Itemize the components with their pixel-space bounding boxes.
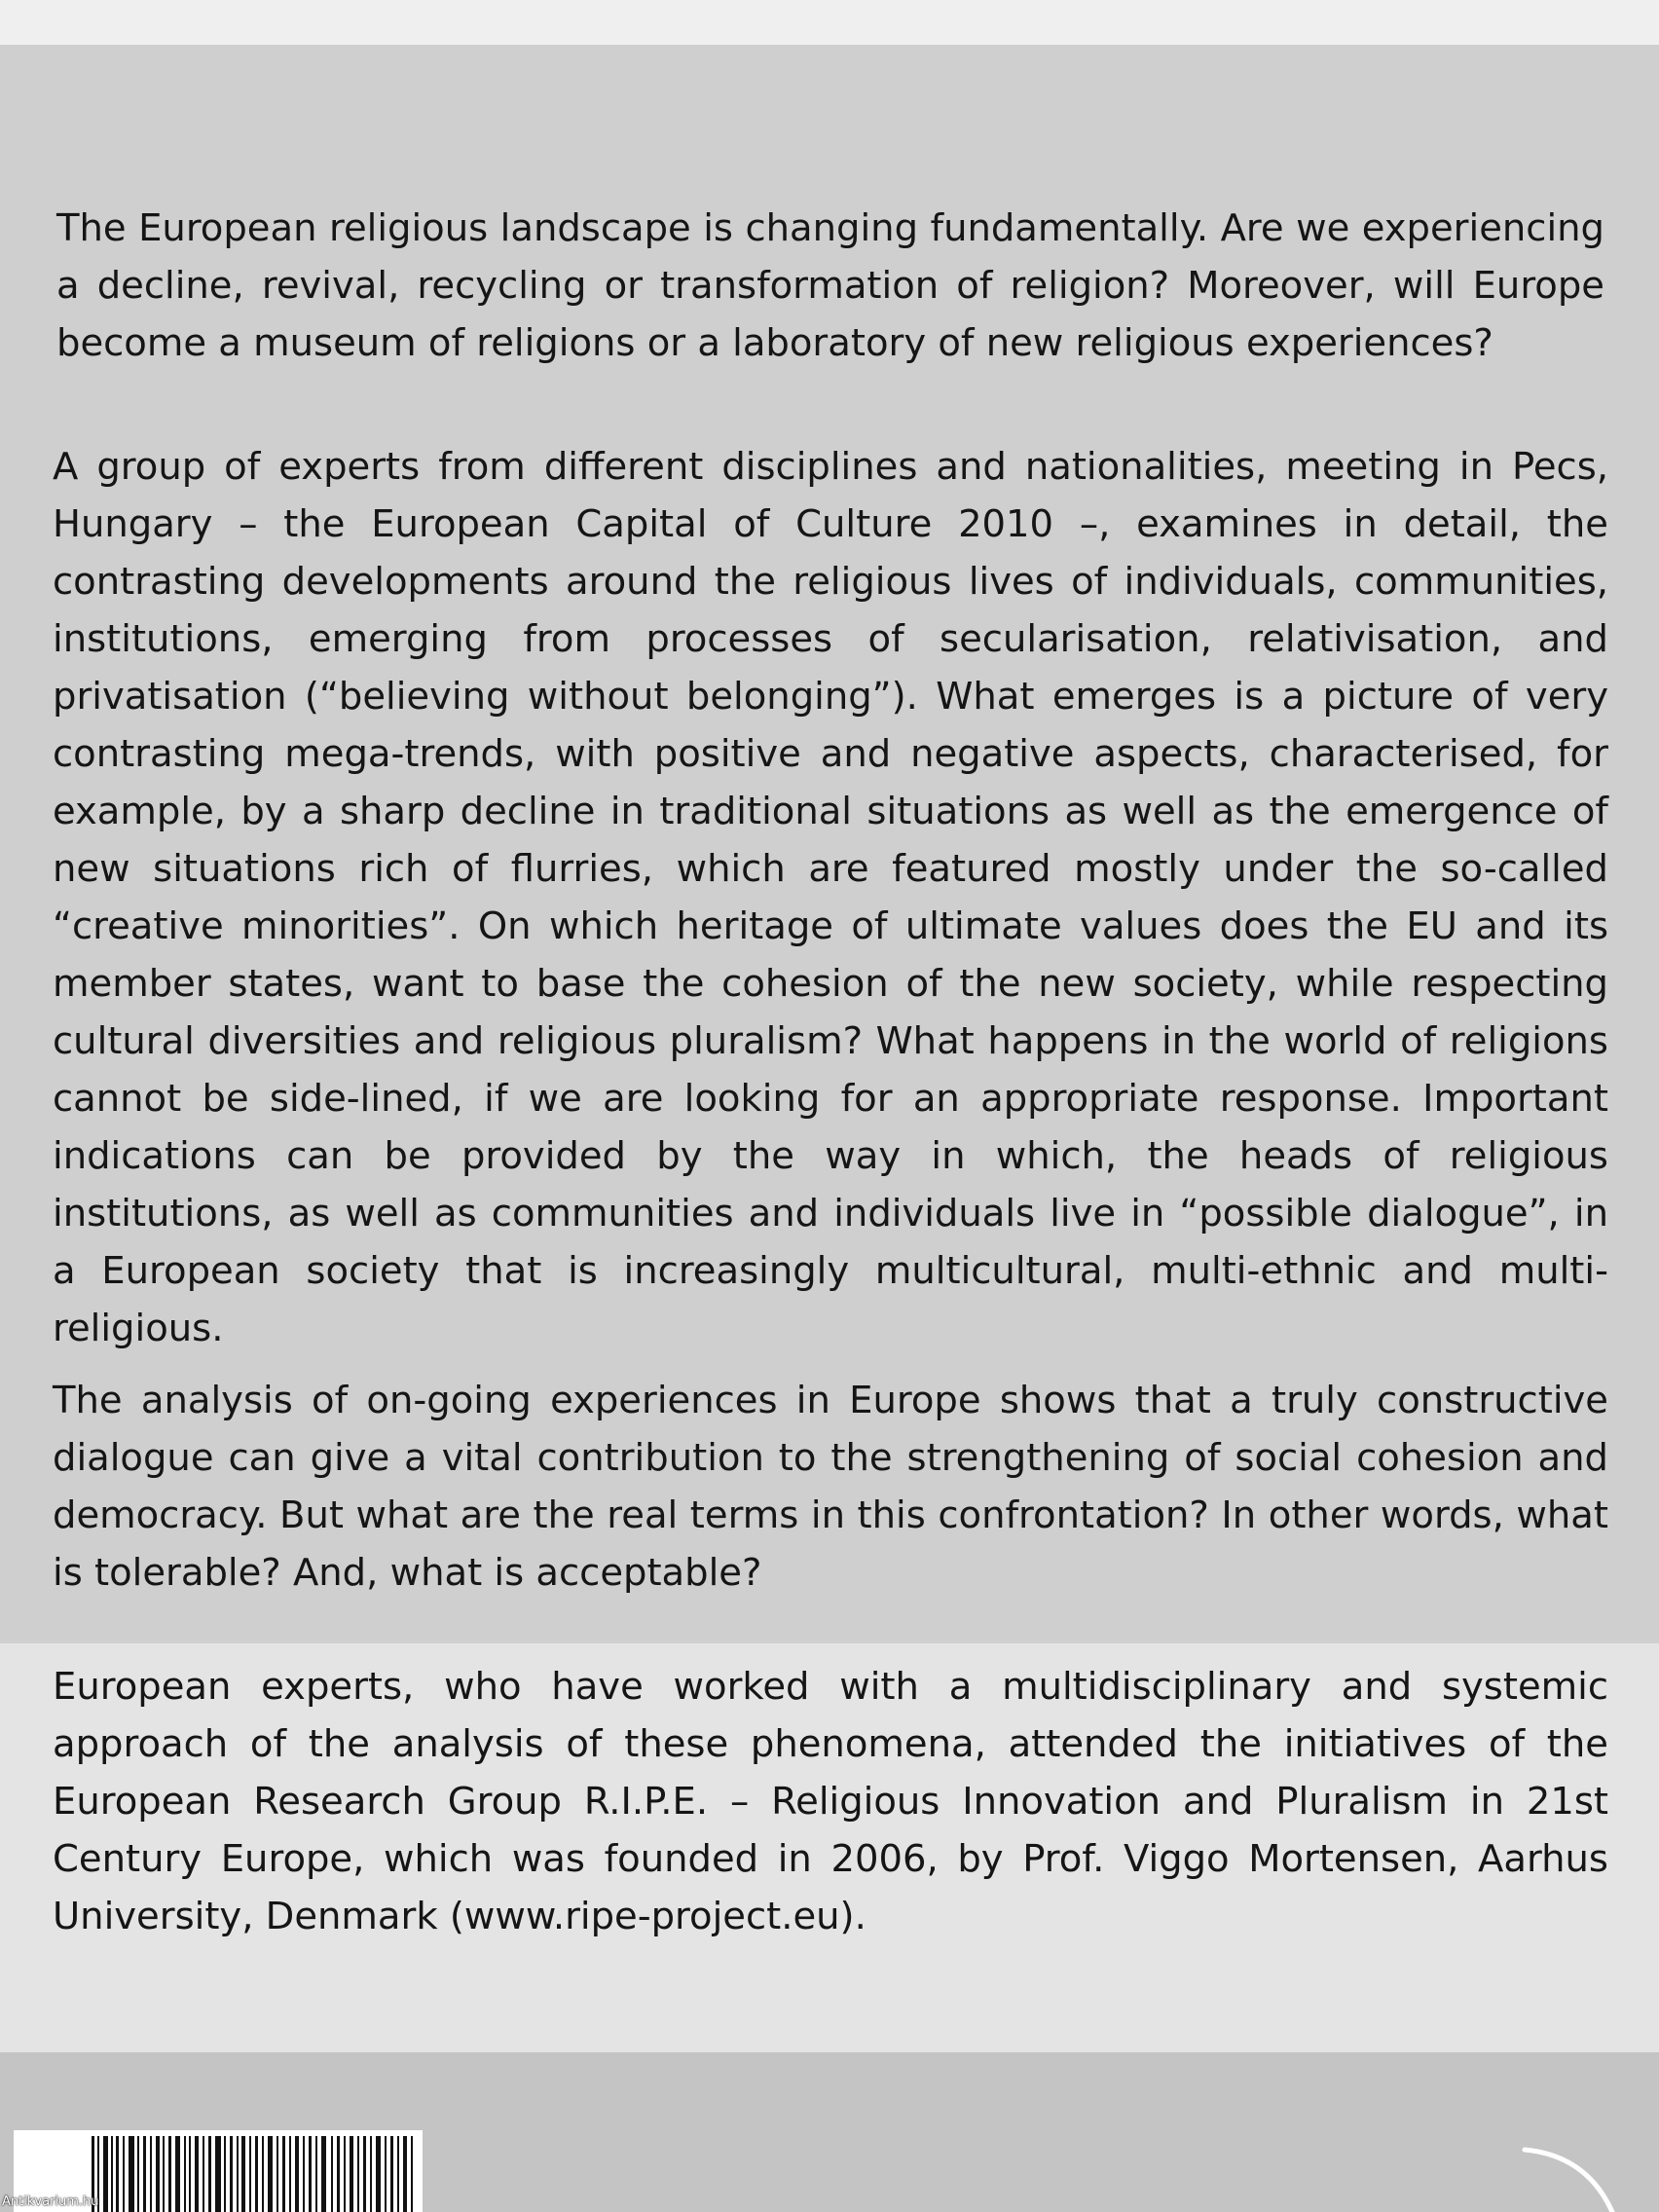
- paragraph-experts-pecs: A group of experts from different disciplines and nationalities, meeting in Pecs, Hungary – the European Capital of Culture 2010 –, examines in detail, the contrasting developments around the religious lives of individuals, communities, institutions, emerging from processes of secularisation, relativisation, and privatisation (“believing without belonging”). What emerges is a picture of very contrasting mega-trends, with positive and negative aspects, characterised, for example, by a sharp decline in traditional situations as well as the emergence of new situations rich of flurries, which are featured mostly under the so-called “creative minorities”. On which heritage of ultimate values does the EU and its member states, want to base the cohesion of the new society, while respecting cultural diversities and religious pluralism? What happens in the world of religions cannot be side-lined, if we are looking for an appropriate response. Important indications can be provided by the way in which, the heads of religious institutions, as well as communities and individuals live in “possible dialogue”, in a European society that is increasingly multicultural, multi-ethnic and multi-religious.: [53, 445, 1608, 1350]
- top-edge-strip: [0, 0, 1659, 45]
- paragraph-dialogue-analysis: The analysis of on-going experiences in Europe shows that a truly constructive dialogue can give a vital contribution to the strengthening of social cohesion and democracy. But what are the real terms in this confrontation? In other words, what is tolerable? And, what is acceptable?: [53, 1379, 1608, 1595]
- corner-curve-mark: [1519, 2142, 1659, 2212]
- paragraph-intro: The European religious landscape is changing fundamentally. Are we experiencing a decline, revival, recycling or transformation of religion? Moreover, will Europe become a museum of religions or a laboratory of new religious experiences?: [56, 206, 1604, 365]
- paragraph-ripe-group: European experts, who have worked with a multidisciplinary and systemic approach of the analysis of these phenomena, attended the initiatives of the European Research Group R.I.P.E. – Religious Innovation and Pluralism in 21st Century Europe, which was founded in 2006, by Prof. Viggo Mortensen, Aarhus University, Denmark (www.ripe-project.eu).: [53, 1665, 1608, 1938]
- watermark-text: Antikvarium.hu: [2, 2194, 99, 2209]
